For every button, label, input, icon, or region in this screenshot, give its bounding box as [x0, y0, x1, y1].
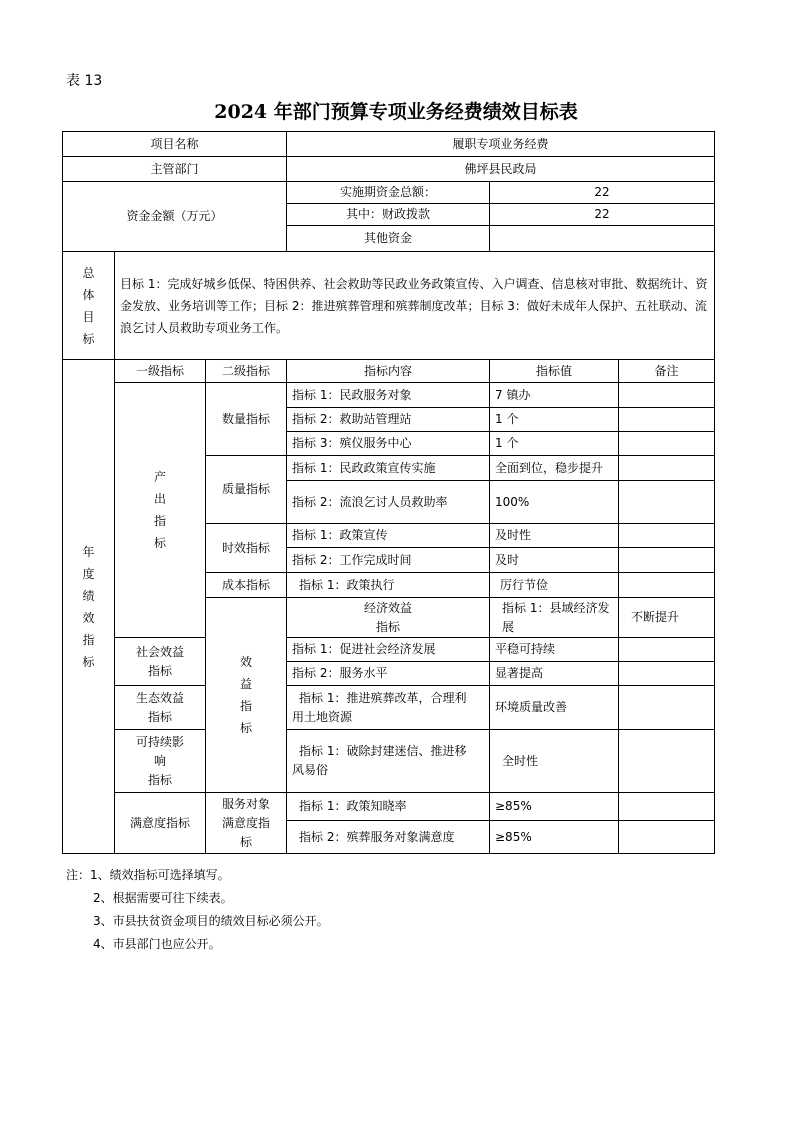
header-value: 指标值 [490, 360, 619, 383]
project-name-label: 项目名称 [63, 132, 287, 157]
page-title: 2024 年部门预算专项业务经费绩效目标表 [214, 101, 578, 123]
indicator-value: 全面到位，稳步提升 [490, 456, 619, 481]
other-fund-value [490, 226, 715, 252]
table-header-row [63, 360, 715, 383]
indicator-content: 指标 1：民政政策宣传实施 [287, 456, 490, 481]
table-row [63, 132, 715, 157]
header-content: 指标内容 [287, 360, 490, 383]
project-name-value: 履职专项业务经费 [287, 132, 715, 157]
table-row [63, 730, 715, 793]
indicator-content: 指标 2：流浪乞讨人员救助率 [287, 481, 490, 524]
indicator-value: 及时性 [490, 524, 619, 548]
indicator-content: 指标 1：政策宣传 [287, 524, 490, 548]
output-indicator-label: 产 出 指 标 [115, 383, 206, 638]
indicator-value: 7 镇办 [490, 383, 619, 408]
table-number: 表 13 [66, 73, 103, 89]
header-remark: 备注 [619, 360, 715, 383]
sustainable-impact-label: 可持续影 响 指标 [115, 730, 206, 793]
indicator-content: 指标 1：政策执行 [287, 573, 490, 598]
indicator-value: 及时 [490, 548, 619, 573]
remark-cell [619, 408, 715, 432]
fiscal-fund-value: 22 [490, 204, 715, 226]
remark-cell [619, 638, 715, 662]
total-fund-value: 22 [490, 182, 715, 204]
fund-label: 资金金额（万元） [63, 182, 287, 252]
annual-target-label: 年 度 绩 效 指 标 [63, 360, 115, 854]
indicator-value: 1 个 [490, 408, 619, 432]
remark-cell [619, 730, 715, 793]
cost-indicator-label: 成本指标 [206, 573, 287, 598]
footnote-1: 注：1、绩效指标可选择填写。 [66, 868, 230, 882]
footnotes [66, 864, 329, 956]
indicator-content: 指标 1：破除封建迷信、推进移 风易俗 [287, 730, 490, 793]
remark-cell [619, 686, 715, 730]
benefit-indicator-label: 效 益 指 标 [206, 598, 287, 793]
overall-target-text: 目标 1：完成好城乡低保、特困供养、社会救助等民政业务政策宣传、入户调查、信息核对审批、数据统计、资金发放、业务培训等工作；目标 2：推进殡葬管理和殡葬制度改革；目标 3：做好未成年人保护、五社联动、流浪乞讨人员救助专项业务工作。 [115, 252, 715, 360]
remark-cell [619, 573, 715, 598]
ecological-benefit-label: 生态效益 指标 [115, 686, 206, 730]
remark-cell [619, 383, 715, 408]
social-benefit-label: 社会效益 指标 [115, 638, 206, 686]
indicator-value: 不断提升 [619, 598, 715, 638]
other-fund-label: 其他资金 [287, 226, 490, 252]
indicator-value: ≥85% [490, 793, 619, 821]
table-row [63, 686, 715, 730]
indicator-value: 厉行节俭 [490, 573, 619, 598]
indicator-content: 指标 2：殡葬服务对象满意度 [287, 821, 490, 854]
total-fund-label: 实施期资金总额： [287, 182, 490, 204]
indicator-value: 显著提高 [490, 662, 619, 686]
indicator-content: 指标 1：政策知晓率 [287, 793, 490, 821]
indicator-value: 1 个 [490, 432, 619, 456]
table-row [63, 793, 715, 821]
indicator-content: 指标 2：救助站管理站 [287, 408, 490, 432]
dept-label: 主管部门 [63, 157, 287, 182]
indicator-content: 指标 2：工作完成时间 [287, 548, 490, 573]
indicator-value: ≥85% [490, 821, 619, 854]
timeliness-indicator-label: 时效指标 [206, 524, 287, 573]
remark-cell [619, 432, 715, 456]
remark-cell [619, 548, 715, 573]
indicator-content: 指标 1：促进社会经济发展 [287, 638, 490, 662]
remark-cell [619, 524, 715, 548]
indicator-content: 指标 3：殡仪服务中心 [287, 432, 490, 456]
indicator-value: 100% [490, 481, 619, 524]
table-row [63, 383, 715, 408]
remark-cell [619, 821, 715, 854]
footnote-4: 4、市县部门也应公开。 [93, 937, 221, 951]
overall-target-label: 总 体 目 标 [63, 252, 115, 360]
remark-cell [619, 456, 715, 481]
economic-benefit-label: 经济效益 指标 [287, 598, 490, 638]
footnote-3: 3、市县扶贫资金项目的绩效目标必须公开。 [93, 914, 329, 928]
header-level1: 一级指标 [115, 360, 206, 383]
indicator-value: 平稳可持续 [490, 638, 619, 662]
indicator-content: 指标 2：服务水平 [287, 662, 490, 686]
satisfaction-sub-label: 服务对象 满意度指 标 [206, 793, 287, 854]
header-level2: 二级指标 [206, 360, 287, 383]
performance-target-table [62, 131, 715, 854]
footnote-2: 2、根据需要可往下续表。 [93, 891, 233, 905]
fiscal-fund-label: 其中：财政拨款 [287, 204, 490, 226]
table-row [63, 252, 715, 360]
satisfaction-indicator-label: 满意度指标 [115, 793, 206, 854]
table-row [63, 182, 715, 204]
remark-cell [619, 793, 715, 821]
quantity-indicator-label: 数量指标 [206, 383, 287, 456]
indicator-value: 全时性 [490, 730, 619, 793]
table-row [63, 157, 715, 182]
dept-value: 佛坪县民政局 [287, 157, 715, 182]
remark-cell [619, 662, 715, 686]
indicator-content: 指标 1：推进殡葬改革，合理利 用土地资源 [287, 686, 490, 730]
indicator-content: 指标 1：民政服务对象 [287, 383, 490, 408]
remark-cell [619, 481, 715, 524]
indicator-value: 环境质量改善 [490, 686, 619, 730]
indicator-content: 指标 1：县域经济发展 [490, 598, 619, 638]
quality-indicator-label: 质量指标 [206, 456, 287, 524]
table-row [63, 638, 715, 662]
